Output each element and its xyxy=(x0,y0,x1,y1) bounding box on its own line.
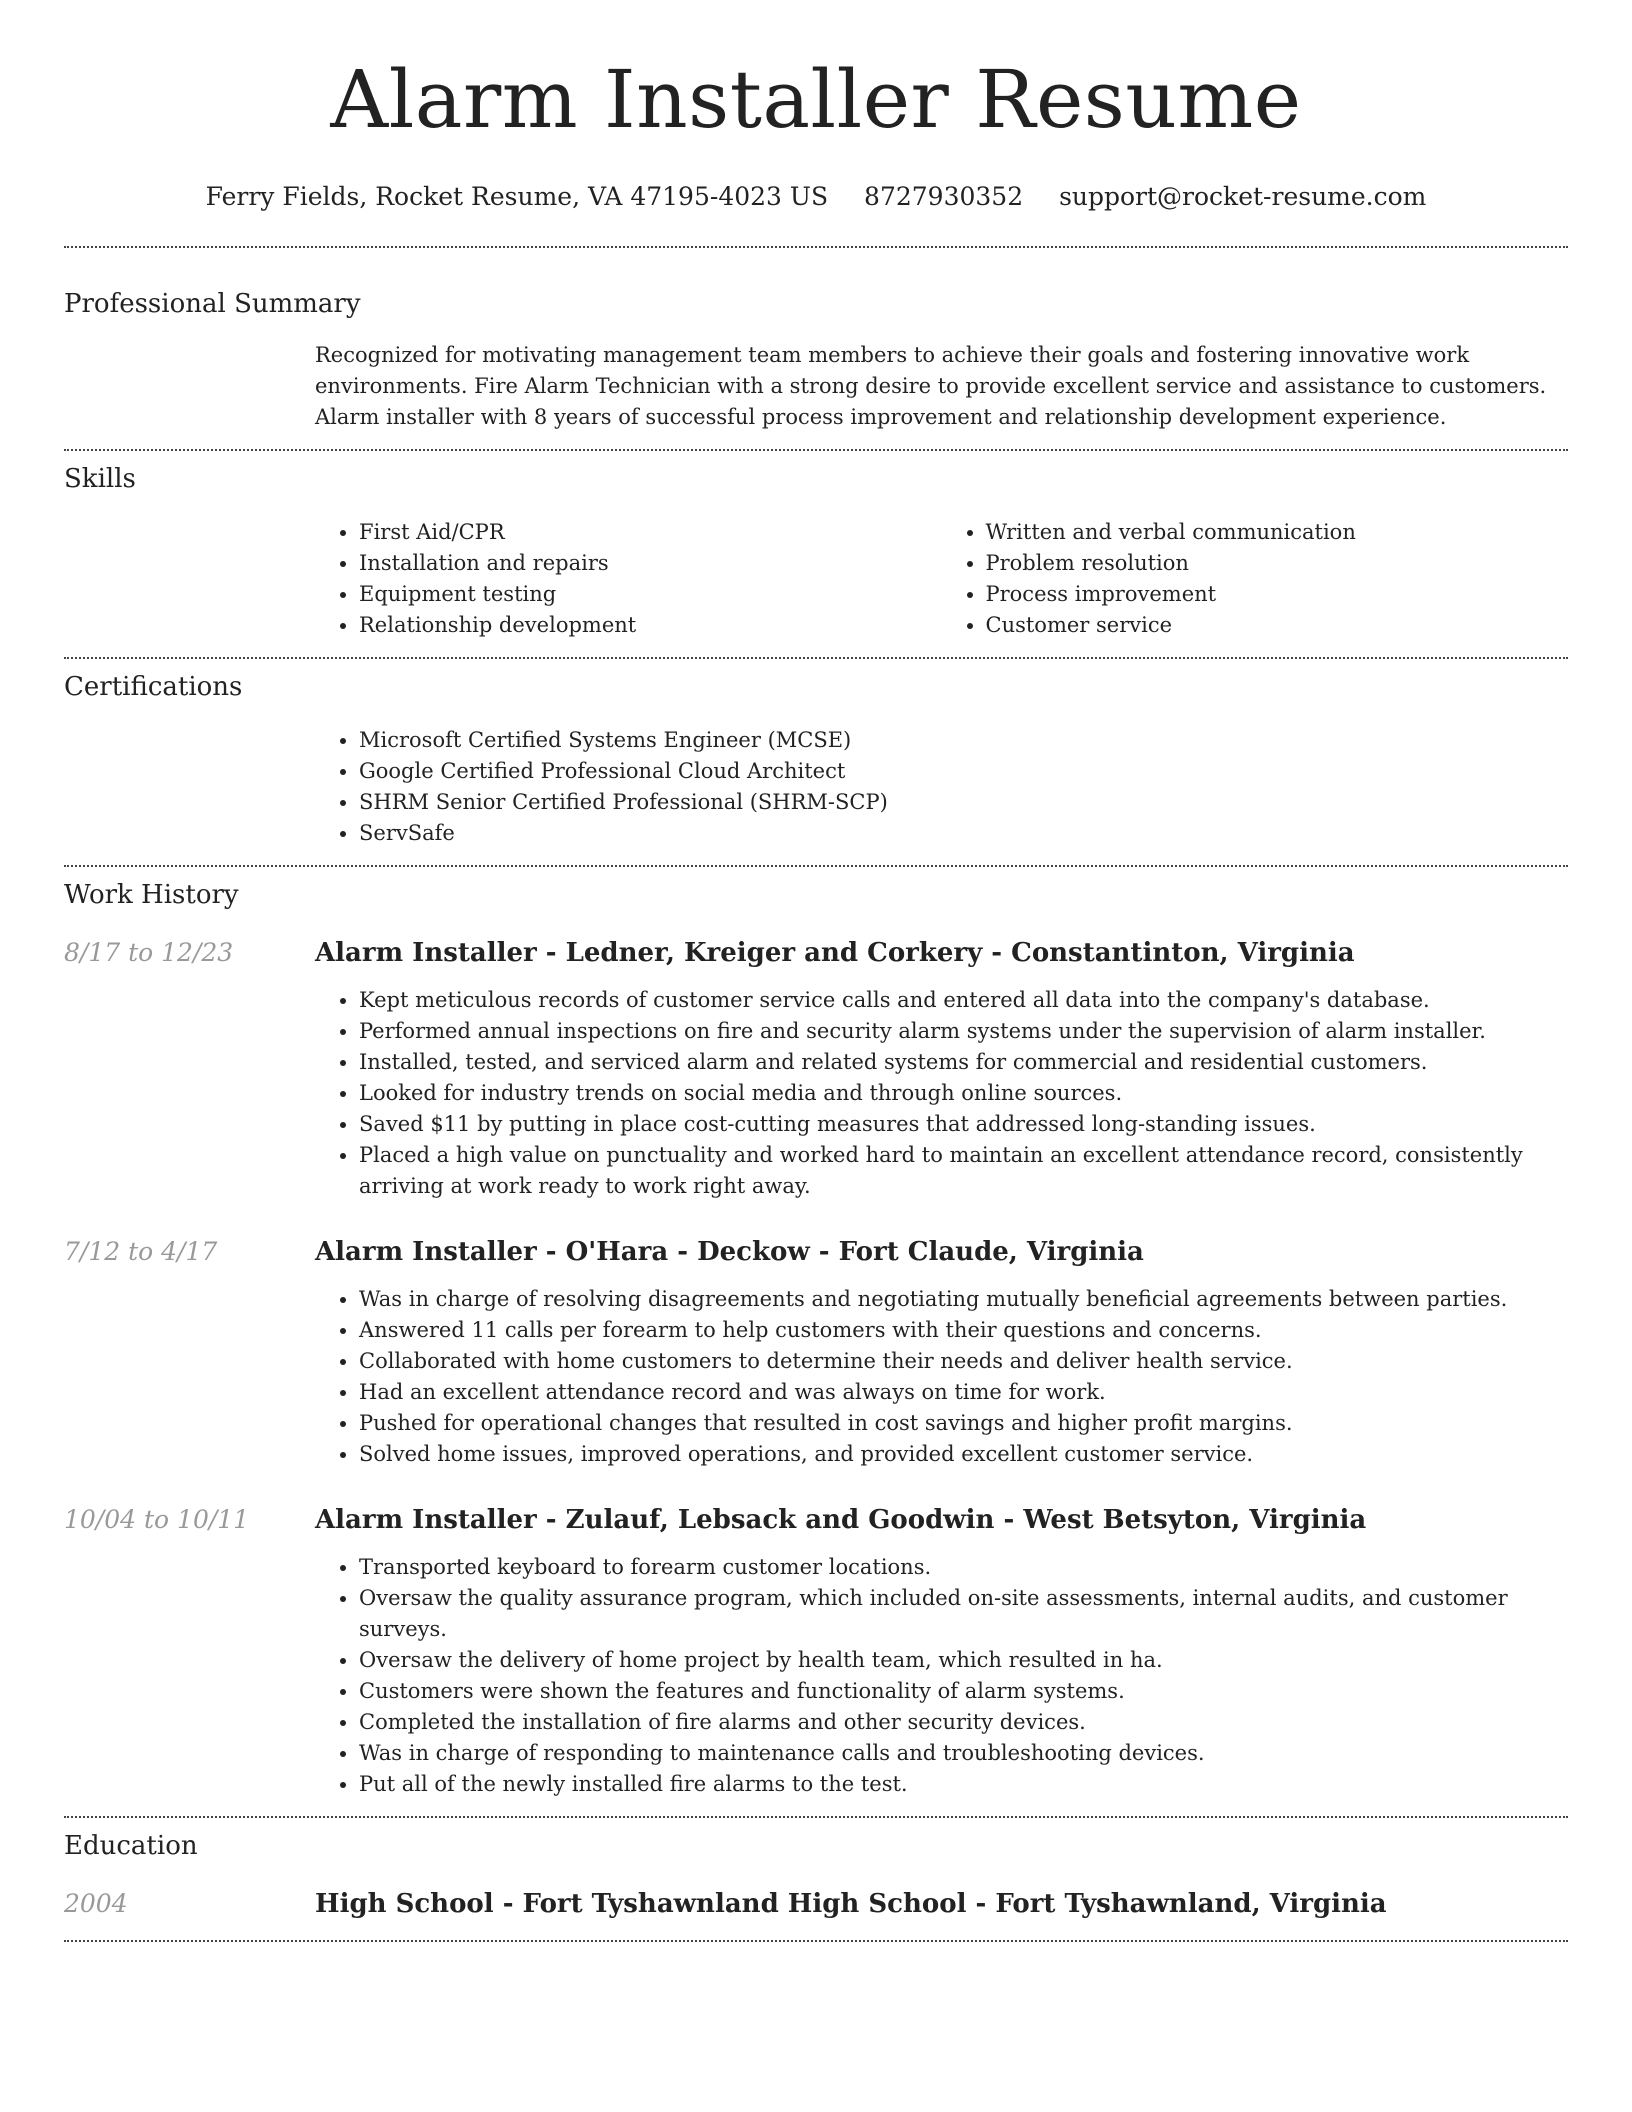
contact-line xyxy=(64,182,1568,212)
education-heading: Education xyxy=(64,1831,198,1861)
list-item: • Google Certified Professional Cloud Architect xyxy=(359,756,1568,787)
work-title: Alarm Installer - Ledner, Kreiger and Corkery - Constantinton, Virginia xyxy=(315,938,1355,968)
list-item: • Completed the installation of fire alarms and other security devices. xyxy=(359,1707,1568,1738)
list-item: • Customers were shown the features and functionality of alarm systems. xyxy=(359,1676,1568,1707)
list-item: • Saved $11 by putting in place cost-cutting measures that addressed long-standing issues. xyxy=(359,1109,1568,1140)
list-item: • Installed, tested, and serviced alarm and related systems for commercial and residential customers. xyxy=(359,1047,1568,1078)
list-item: • Looked for industry trends on social media and through online sources. xyxy=(359,1078,1568,1109)
list-item: • ServSafe xyxy=(359,818,1568,849)
education-entry xyxy=(64,1888,1568,1920)
contact-email: support@rocket-resume.com xyxy=(1059,182,1427,211)
section-divider xyxy=(64,246,1568,248)
summary-body xyxy=(315,340,1568,433)
list-item: • Kept meticulous records of customer service calls and entered all data into the company's database. xyxy=(359,985,1568,1016)
skills-list-left xyxy=(315,517,942,641)
list-item: • Oversaw the quality assurance program, which included on-site assessments, internal audits, and customer surveys. xyxy=(359,1583,1568,1645)
list-item: • Relationship development xyxy=(359,610,942,641)
list-item: • First Aid/CPR xyxy=(359,517,942,548)
list-item: • Transported keyboard to forearm customer locations. xyxy=(359,1552,1568,1583)
list-item: • Customer service xyxy=(986,610,1569,641)
list-item: • Oversaw the delivery of home project by health team, which resulted in ha. xyxy=(359,1645,1568,1676)
education-dates: 2004 xyxy=(64,1889,128,1918)
list-item: • Had an excellent attendance record and was always on time for work. xyxy=(359,1377,1568,1408)
section-divider xyxy=(64,449,1568,451)
list-item: • Process improvement xyxy=(986,579,1569,610)
list-item: • Problem resolution xyxy=(986,548,1569,579)
work-dates: 8/17 to 12/23 xyxy=(64,938,234,967)
section-divider xyxy=(64,1940,1568,1942)
list-item: • Written and verbal communication xyxy=(986,517,1569,548)
education-title: High School - Fort Tyshawnland High School - Fort Tyshawnland, Virginia xyxy=(315,1889,1387,1919)
certifications-body xyxy=(315,725,1568,849)
work-bullets xyxy=(315,985,1568,1202)
list-item: • Was in charge of responding to maintenance calls and troubleshooting devices. xyxy=(359,1738,1568,1769)
list-item: • Collaborated with home customers to determine their needs and deliver health service. xyxy=(359,1346,1568,1377)
list-item: • Microsoft Certified Systems Engineer (MCSE) xyxy=(359,725,1568,756)
resume-page xyxy=(64,0,1568,1942)
list-item: • SHRM Senior Certified Professional (SHRM-SCP) xyxy=(359,787,1568,818)
certifications-heading: Certifications xyxy=(64,672,243,702)
skills-grid xyxy=(315,517,1568,641)
work-dates: 10/04 to 10/11 xyxy=(64,1505,250,1534)
list-item: • Pushed for operational changes that resulted in cost savings and higher profit margins. xyxy=(359,1408,1568,1439)
contact-address: Ferry Fields, Rocket Resume, VA 47195-4023 US xyxy=(205,182,829,211)
work-entry xyxy=(64,1236,1568,1470)
list-item: • Installation and repairs xyxy=(359,548,942,579)
summary-heading: Professional Summary xyxy=(64,289,361,319)
list-item: • Performed annual inspections on fire and security alarm systems under the supervision of alarm installer. xyxy=(359,1016,1568,1047)
summary-text: Recognized for motivating management team members to achieve their goals and fostering innovative work environments. Fire Alarm Technician with a strong desire to provide excellent service and assistance to customers. Alarm installer with 8 years of successful process improvement and relationship development experience. xyxy=(315,343,1547,429)
resume-title: Alarm Installer Resume xyxy=(330,53,1302,146)
section-divider xyxy=(64,865,1568,867)
work-bullets xyxy=(315,1284,1568,1470)
list-item: • Put all of the newly installed fire alarms to the test. xyxy=(359,1769,1568,1800)
work-heading: Work History xyxy=(64,880,239,910)
section-divider xyxy=(64,657,1568,659)
skills-heading: Skills xyxy=(64,464,136,494)
work-title: Alarm Installer - O'Hara - Deckow - Fort Claude, Virginia xyxy=(315,1237,1144,1267)
work-bullets xyxy=(315,1552,1568,1800)
list-item: • Solved home issues, improved operations, and provided excellent customer service. xyxy=(359,1439,1568,1470)
work-dates: 7/12 to 4/17 xyxy=(64,1237,218,1266)
list-item: • Placed a high value on punctuality and worked hard to maintain an excellent attendance record, consistently arriving at work ready to work right away. xyxy=(359,1140,1568,1202)
section-divider xyxy=(64,1816,1568,1818)
certifications-list xyxy=(315,725,1568,849)
list-item: • Answered 11 calls per forearm to help customers with their questions and concerns. xyxy=(359,1315,1568,1346)
skills-list-right xyxy=(942,517,1569,641)
list-item: • Equipment testing xyxy=(359,579,942,610)
contact-phone: 8727930352 xyxy=(864,182,1024,211)
work-entry xyxy=(64,937,1568,1202)
work-title: Alarm Installer - Zulauf, Lebsack and Goodwin - West Betsyton, Virginia xyxy=(315,1505,1367,1535)
work-entry xyxy=(64,1504,1568,1800)
list-item: • Was in charge of resolving disagreements and negotiating mutually beneficial agreements between parties. xyxy=(359,1284,1568,1315)
